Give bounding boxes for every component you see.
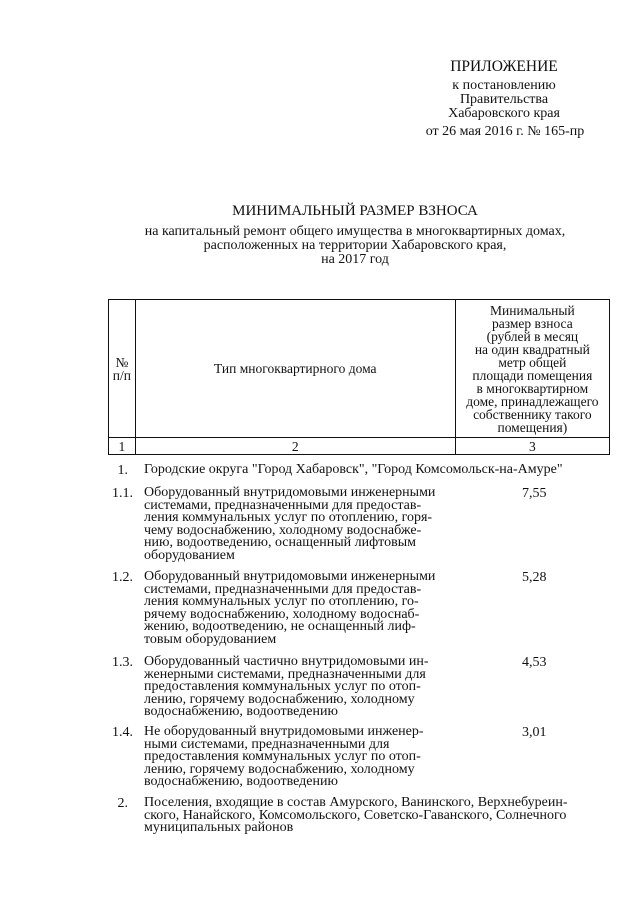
row-text-line: Поселения, входящие в состав Амурского, Ванинского, Верхнебуреин- — [144, 795, 568, 810]
header-col3-line: (рублей в месяц — [486, 328, 579, 344]
header-col3-line: площади помещения — [472, 367, 593, 383]
row-text-line: системами, предназначенными для предостав- — [144, 581, 422, 597]
row-text — [144, 464, 614, 477]
row-number: 1.4. — [112, 725, 133, 740]
row-text — [144, 487, 452, 563]
header-col3-line: Минимальный — [490, 302, 575, 318]
row-text-line: системами, предназначенными для предостав- — [144, 497, 422, 513]
row-text-line: жению, водоотведению, не оснащенный лиф- — [144, 619, 416, 635]
row-text-line: водоснабжению, водоотведению — [144, 774, 338, 790]
column-number-2: 2 — [135, 438, 455, 455]
header-col3-line: доме, принадлежащего — [466, 393, 599, 409]
row-value: 3,01 — [522, 725, 547, 740]
row-text — [144, 656, 452, 719]
header-min-contribution-cell — [455, 300, 609, 438]
row-text-line: оборудованием — [144, 547, 235, 563]
row-text-line: Городские округа "Город Хабаровск", "Город Комсомольск-на-Амуре" — [144, 462, 563, 477]
header-number-cell: № п/п — [109, 300, 136, 438]
row-value: 5,28 — [522, 570, 547, 585]
row-number: 2. — [117, 796, 128, 811]
row-text-line: нию, водоотведению, оснащенный лифтовым — [144, 535, 416, 551]
row-text-line: ления коммунальных услуг по отоплению, горя- — [144, 510, 433, 526]
row-text-line: Оборудованный частично внутридомовыми ин- — [144, 654, 429, 669]
header-col3-line: собственнику такого — [473, 406, 592, 422]
row-text-line: лению, горячему водоснабжению, холодному — [144, 691, 415, 707]
row-text-line: ления коммунальных услуг по отоплению, го- — [144, 594, 419, 610]
row-text-line: лению, горячему водоснабжению, холодному — [144, 761, 415, 777]
row-text-line: Оборудованный внутридомовыми инженерными — [144, 569, 436, 584]
subtitle-line-2: расположенных на территории Хабаровского края, — [203, 238, 507, 253]
row-text — [144, 797, 609, 835]
appendix-date: от 26 мая 2016 г. № 165-пр — [425, 124, 585, 139]
subtitle-line-3: на 2017 год — [321, 252, 389, 267]
row-text-line: водоснабжению, водоотведению — [144, 704, 338, 720]
table-header — [108, 299, 610, 455]
column-number-3: 3 — [455, 438, 609, 455]
row-text-line: товым оборудованием — [144, 631, 277, 647]
row-text-line: ского, Нанайского, Комсомольского, Советско-Гаванского, Солнечного — [144, 807, 567, 823]
header-col3-line: метр общей — [498, 354, 567, 370]
row-text-line: муниципальных районов — [144, 820, 294, 836]
row-text — [144, 571, 452, 647]
appendix-title: ПРИЛОЖЕНИЕ — [450, 58, 558, 75]
header-col3-line: на один квадратный — [474, 341, 590, 357]
row-number: 1.3. — [112, 655, 133, 670]
row-text-line: предоставления коммунальных услуг по отоп- — [144, 679, 421, 695]
column-number-1: 1 — [109, 438, 136, 455]
row-text-line: Не оборудованный внутридомовыми инженер- — [144, 724, 424, 739]
row-text — [144, 726, 452, 789]
row-number: 1.1. — [112, 486, 133, 501]
header-house-type-cell: Тип многоквартирного дома — [135, 300, 455, 438]
row-text-line: ными системами, предназначенными для — [144, 736, 390, 752]
row-text-line: предоставления коммунальных услуг по отоп- — [144, 749, 421, 765]
row-text-line: Оборудованный внутридомовыми инженерными — [144, 485, 436, 500]
subtitle-line-1: на капитальный ремонт общего имущества в многоквартирных домах, — [144, 224, 566, 239]
row-number: 1.2. — [112, 570, 133, 585]
row-value: 7,55 — [522, 486, 547, 501]
appendix-line-1: к постановлению — [452, 78, 556, 93]
document-title: МИНИМАЛЬНЫЙ РАЗМЕР ВЗНОСА — [232, 203, 478, 219]
header-col3-line: помещения) — [497, 419, 568, 435]
appendix-line-3: Хабаровского края — [448, 106, 560, 121]
row-number: 1. — [117, 463, 128, 478]
row-value: 4,53 — [522, 655, 547, 670]
row-text-line: рячему водоснабжению, холодному водоснаб- — [144, 606, 420, 622]
header-col3-line: в многоквартирном — [476, 380, 589, 396]
row-text-line: чему водоснабжению, холодному водоснабже- — [144, 522, 422, 538]
header-col3-line: размер взноса — [492, 315, 573, 331]
appendix-line-2: Правительства — [459, 92, 549, 107]
row-text-line: женерными системами, предназначенными для — [144, 666, 426, 682]
